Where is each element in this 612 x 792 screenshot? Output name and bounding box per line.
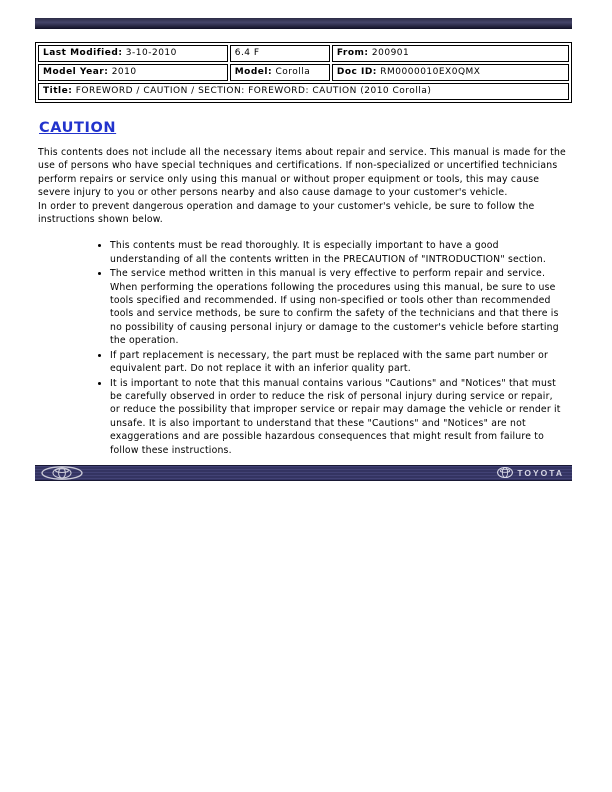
from-cell <box>332 45 569 62</box>
title-label: Title: <box>43 86 73 96</box>
toyota-emblem-badge <box>41 466 83 480</box>
last-modified-label: Last Modified: <box>43 48 123 58</box>
last-modified-cell <box>38 45 228 62</box>
toyota-wordmark: TOYOTA <box>517 467 564 478</box>
toyota-logo-icon <box>497 467 513 478</box>
doc-id-label: Doc ID: <box>336 67 377 77</box>
title-value: FOREWORD / CAUTION / SECTION: FOREWORD: CAUTION (2010 Corolla) <box>75 86 432 96</box>
list-item: • If part replacement is necessary, the part must be replaced with the same part number or equivalent part. Do not replace it with an inferior quality part. <box>110 349 570 376</box>
caution-heading-link[interactable]: CAUTION <box>39 120 117 136</box>
model-label: Model: <box>234 67 273 77</box>
model-year-cell <box>38 64 228 81</box>
footer-brand-bar <box>35 465 572 481</box>
model-year-label: Model Year: <box>43 67 109 77</box>
list-item: • This contents must be read thoroughly. It is especially important to have a good understanding of all the contents written in the PRECAUTION of "INTRODUCTION" section. <box>110 239 570 266</box>
toyota-oval-emblem-icon <box>41 466 83 480</box>
table-row <box>38 45 569 62</box>
caution-body <box>38 146 570 457</box>
caution-bullet-list <box>110 239 570 457</box>
last-modified-value: 3-10-2010 <box>125 48 177 58</box>
document-info-table <box>35 42 572 103</box>
title-cell <box>38 83 569 100</box>
version-value: 6.4 F <box>234 48 260 58</box>
paragraph: This contents does not include all the necessary items about repair and service. This manual is made for the use of persons who have special techniques and certifications. If non-specialized or uncertified technicians perform repairs or service only using this manual or without proper equipment or tools, this may cause severe injury to you or other persons nearby and also cause damage to your customer's vehicle. <box>38 147 566 199</box>
from-value: 200901 <box>371 48 410 58</box>
model-cell <box>230 64 330 81</box>
table-row <box>38 64 569 81</box>
table-row <box>38 83 569 100</box>
model-value: Corolla <box>275 67 311 77</box>
list-item: • The service method written in this manual is very effective to perform repair and service. When performing the operations following the procedures using this manual, be sure to use tools specified and recommended. If using non-specified or tools other than recommended tools and service methods, be sure to confirm the safety of the technicians and that there is no possibility of causing personal injury or damage to the customer's vehicle before starting the operation. <box>110 267 570 347</box>
version-cell <box>230 45 330 62</box>
from-label: From: <box>336 48 369 58</box>
paragraph: In order to prevent dangerous operation and damage to your customer's vehicle, be sure to follow the instructions shown below. <box>38 200 535 226</box>
toyota-wordmark-group <box>497 467 564 478</box>
model-year-value: 2010 <box>111 67 137 77</box>
doc-id-cell <box>332 64 569 81</box>
top-banner-bar <box>35 18 572 29</box>
doc-id-value: RM0000010EX0QMX <box>380 67 481 77</box>
list-item: • It is important to note that this manual contains various "Cautions" and "Notices" that must be carefully observed in order to reduce the risk of personal injury during service or repair, or reduce the possibility that improper service or repair may damage the vehicle or render it unsafe. It is also important to understand that these "Cautions" and "Notices" are not exaggerations and are possible hazardous consequences that might result from failure to follow these instructions. <box>110 377 570 457</box>
